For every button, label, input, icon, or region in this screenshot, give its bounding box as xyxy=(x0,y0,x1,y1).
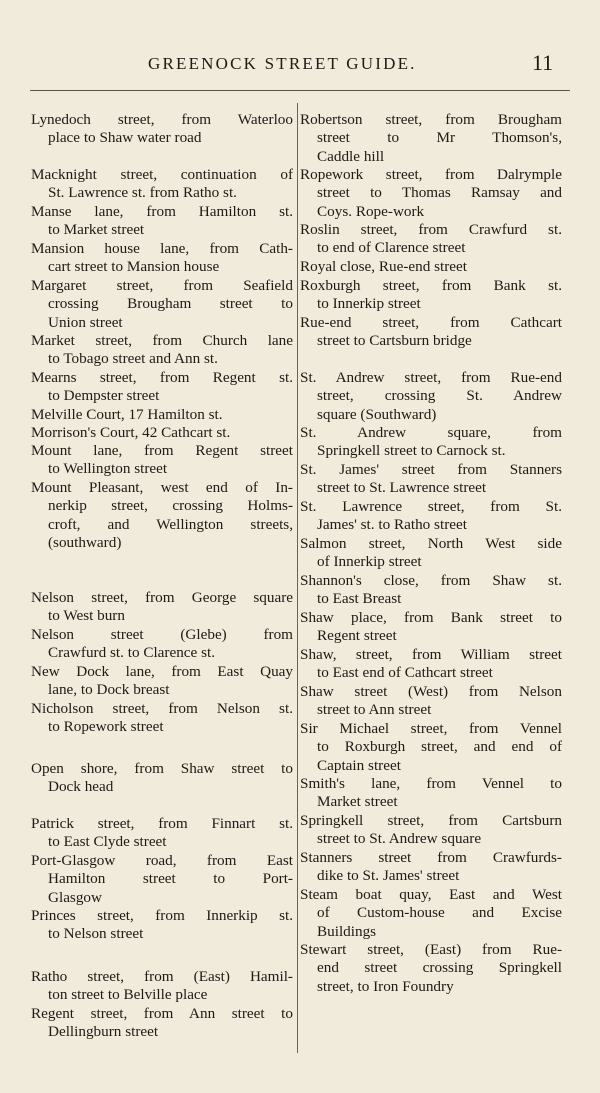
entry-line: Princes street, from Innerkip st. xyxy=(31,907,293,924)
index-entry xyxy=(31,1005,293,1042)
entry-line: Mansion house lane, from Cath- xyxy=(31,240,293,257)
page-title: GREENOCK STREET GUIDE. xyxy=(148,54,417,73)
entry-line: Patrick street, from Finnart st. xyxy=(31,815,293,832)
entry-line: Market street xyxy=(317,793,398,811)
index-entry xyxy=(300,646,562,683)
entry-line: Hamilton street to Port- xyxy=(48,870,293,888)
entry-line: Shaw street (West) from Nelson xyxy=(300,683,562,700)
entry-line: to Innerkip street xyxy=(317,295,421,313)
entry-line: lane, to Dock breast xyxy=(48,681,170,699)
running-header xyxy=(0,50,600,78)
index-entry xyxy=(31,240,293,277)
entry-line: Ratho street, from (East) Hamil- xyxy=(31,968,293,985)
index-entry xyxy=(300,424,562,461)
entry-line: Smith's lane, from Vennel to xyxy=(300,775,562,792)
entry-line: Manse lane, from Hamilton st. xyxy=(31,203,293,220)
index-entry xyxy=(300,720,562,775)
entry-line: Margaret street, from Seafield xyxy=(31,277,293,294)
entry-line: street, crossing St. Andrew xyxy=(317,387,562,405)
entry-line: Caddle hill xyxy=(317,147,385,165)
entry-line: Lynedoch street, from Waterloo xyxy=(31,111,293,128)
header-rule xyxy=(30,90,570,91)
entry-line: street to Ann street xyxy=(317,701,432,719)
index-entry xyxy=(31,589,293,626)
entry-line: of Innerkip street xyxy=(317,553,422,571)
entry-line: to Tobago street and Ann st. xyxy=(48,350,218,368)
entry-line: Springkell street, from Cartsburn xyxy=(300,812,562,829)
index-entry xyxy=(31,332,293,369)
entry-line: dike to St. James' street xyxy=(317,867,460,885)
entry-line: James' st. to Ratho street xyxy=(317,516,467,534)
index-entry xyxy=(31,663,293,700)
entry-line: Nicholson street, from Nelson st. xyxy=(31,700,293,717)
index-entry xyxy=(300,277,562,314)
index-entry xyxy=(300,609,562,646)
index-entry xyxy=(300,314,562,351)
index-entry xyxy=(300,166,562,221)
entry-line: Rue-end street, from Cathcart xyxy=(300,314,562,331)
entry-line: Mount Pleasant, west end of In- xyxy=(31,479,293,496)
entry-line: Nelson street (Glebe) from xyxy=(31,626,293,643)
index-entry xyxy=(300,812,562,849)
entry-line: Stewart street, (East) from Rue- xyxy=(300,941,562,958)
entry-line: street to St. Andrew square xyxy=(317,830,482,848)
entry-line: Roxburgh street, from Bank st. xyxy=(300,277,562,294)
index-entry xyxy=(31,442,293,479)
entry-line: St. James' street from Stanners xyxy=(300,461,562,478)
entry-line: Royal close, Rue-end street xyxy=(300,258,468,275)
index-entry xyxy=(31,852,293,907)
entry-line: crossing Brougham street to xyxy=(48,295,293,313)
entry-line: street to Mr Thomson's, xyxy=(317,129,562,147)
index-entry xyxy=(300,369,562,424)
entry-line: of Custom-house and Excise xyxy=(317,904,562,922)
index-entry xyxy=(31,166,293,203)
entry-line: Shaw place, from Bank street to xyxy=(300,609,562,626)
entry-line: Dellingburn street xyxy=(48,1023,159,1041)
entry-line: Steam boat quay, East and West xyxy=(300,886,562,903)
entry-line: to East end of Cathcart street xyxy=(317,664,493,682)
index-entry xyxy=(31,968,293,1005)
entry-line: Dock head xyxy=(48,778,114,796)
entry-line: St. Lawrence st. from Ratho st. xyxy=(48,184,237,202)
entry-line: Springkell street to Carnock st. xyxy=(317,442,506,460)
column-divider xyxy=(297,103,298,1053)
index-entry xyxy=(300,683,562,720)
index-entry xyxy=(300,258,562,276)
index-entry xyxy=(31,111,293,148)
entry-line: New Dock lane, from East Quay xyxy=(31,663,293,680)
entry-line: Stanners street from Crawfurds- xyxy=(300,849,562,866)
entry-line: Ropework street, from Dalrymple xyxy=(300,166,562,183)
entry-line: St. Andrew square, from xyxy=(300,424,562,441)
entry-line: street, to Iron Foundry xyxy=(317,977,454,995)
entry-line: place to Shaw water road xyxy=(48,129,202,147)
entry-line: Market street, from Church lane xyxy=(31,332,293,349)
entry-line: square (Southward) xyxy=(317,405,437,423)
index-entry xyxy=(31,700,293,737)
entry-line: nerkip street, crossing Holms- xyxy=(48,497,293,515)
entry-line: to West burn xyxy=(48,607,125,625)
entry-line: Shannon's close, from Shaw st. xyxy=(300,572,562,589)
entry-line: to Dempster street xyxy=(48,387,160,405)
entry-line: to Roxburgh street, and end of xyxy=(317,738,562,756)
entry-line: St. Lawrence street, from St. xyxy=(300,498,562,515)
entry-line: ton street to Belville place xyxy=(48,986,208,1004)
index-entry xyxy=(300,221,562,258)
entry-line: end street crossing Springkell xyxy=(317,959,562,977)
entry-line: street to Cartsburn bridge xyxy=(317,332,472,350)
index-entry xyxy=(300,849,562,886)
index-entry xyxy=(300,886,562,941)
entry-line: Shaw, street, from William street xyxy=(300,646,562,663)
index-entry xyxy=(31,369,293,406)
index-entry xyxy=(31,626,293,663)
entry-line: croft, and Wellington streets, xyxy=(48,515,293,533)
entry-line: Buildings xyxy=(317,922,377,940)
entry-line: to Ropework street xyxy=(48,718,164,736)
entry-line: cart street to Mansion house xyxy=(48,258,220,276)
index-entry xyxy=(31,760,293,797)
index-entry xyxy=(31,203,293,240)
index-entry xyxy=(300,572,562,609)
page-number: 11 xyxy=(532,50,554,75)
entry-line: Mount lane, from Regent street xyxy=(31,442,293,459)
entry-line: street to St. Lawrence street xyxy=(317,479,487,497)
entry-line: Union street xyxy=(48,313,123,331)
index-entry xyxy=(300,461,562,498)
entry-line: to end of Clarence street xyxy=(317,239,466,257)
entry-line: St. Andrew street, from Rue-end xyxy=(300,369,562,386)
entry-line: Glasgow xyxy=(48,888,102,906)
entry-line: Mearns street, from Regent st. xyxy=(31,369,293,386)
entry-line: (southward) xyxy=(48,534,122,552)
entry-line: Port-Glasgow road, from East xyxy=(31,852,293,869)
entry-line: Robertson street, from Brougham xyxy=(300,111,562,128)
entry-line: Morrison's Court, 42 Cathcart st. xyxy=(31,424,231,441)
entry-line: Captain street xyxy=(317,756,401,774)
entry-line: Open shore, from Shaw street to xyxy=(31,760,293,777)
entry-line: Sir Michael street, from Vennel xyxy=(300,720,562,737)
entry-line: Nelson street, from George square xyxy=(31,589,293,606)
entry-line: to Market street xyxy=(48,221,145,239)
index-entry xyxy=(31,479,293,553)
entry-line: Melville Court, 17 Hamilton st. xyxy=(31,406,223,423)
entry-line: to East Breast xyxy=(317,590,402,608)
entry-line: to Nelson street xyxy=(48,925,144,943)
entry-line: Coys. Rope-work xyxy=(317,202,425,220)
entry-line: to East Clyde street xyxy=(48,833,167,851)
entry-line: Roslin street, from Crawfurd st. xyxy=(300,221,562,238)
index-entry xyxy=(31,424,293,442)
entry-line: street to Thomas Ramsay and xyxy=(317,184,562,202)
index-entry xyxy=(300,535,562,572)
index-entry xyxy=(31,907,293,944)
index-entry xyxy=(300,775,562,812)
index-entry xyxy=(31,815,293,852)
entry-line: Crawfurd st. to Clarence st. xyxy=(48,644,216,662)
entry-line: Regent street, from Ann street to xyxy=(31,1005,293,1022)
index-entry xyxy=(300,941,562,996)
index-entry xyxy=(31,277,293,332)
entry-line: to Wellington street xyxy=(48,460,168,478)
entry-line: Macknight street, continuation of xyxy=(31,166,293,183)
entry-line: Regent street xyxy=(317,627,397,645)
index-entry xyxy=(31,406,293,424)
entry-line: Salmon street, North West side xyxy=(300,535,562,552)
index-entry xyxy=(300,111,562,166)
index-entry xyxy=(300,498,562,535)
